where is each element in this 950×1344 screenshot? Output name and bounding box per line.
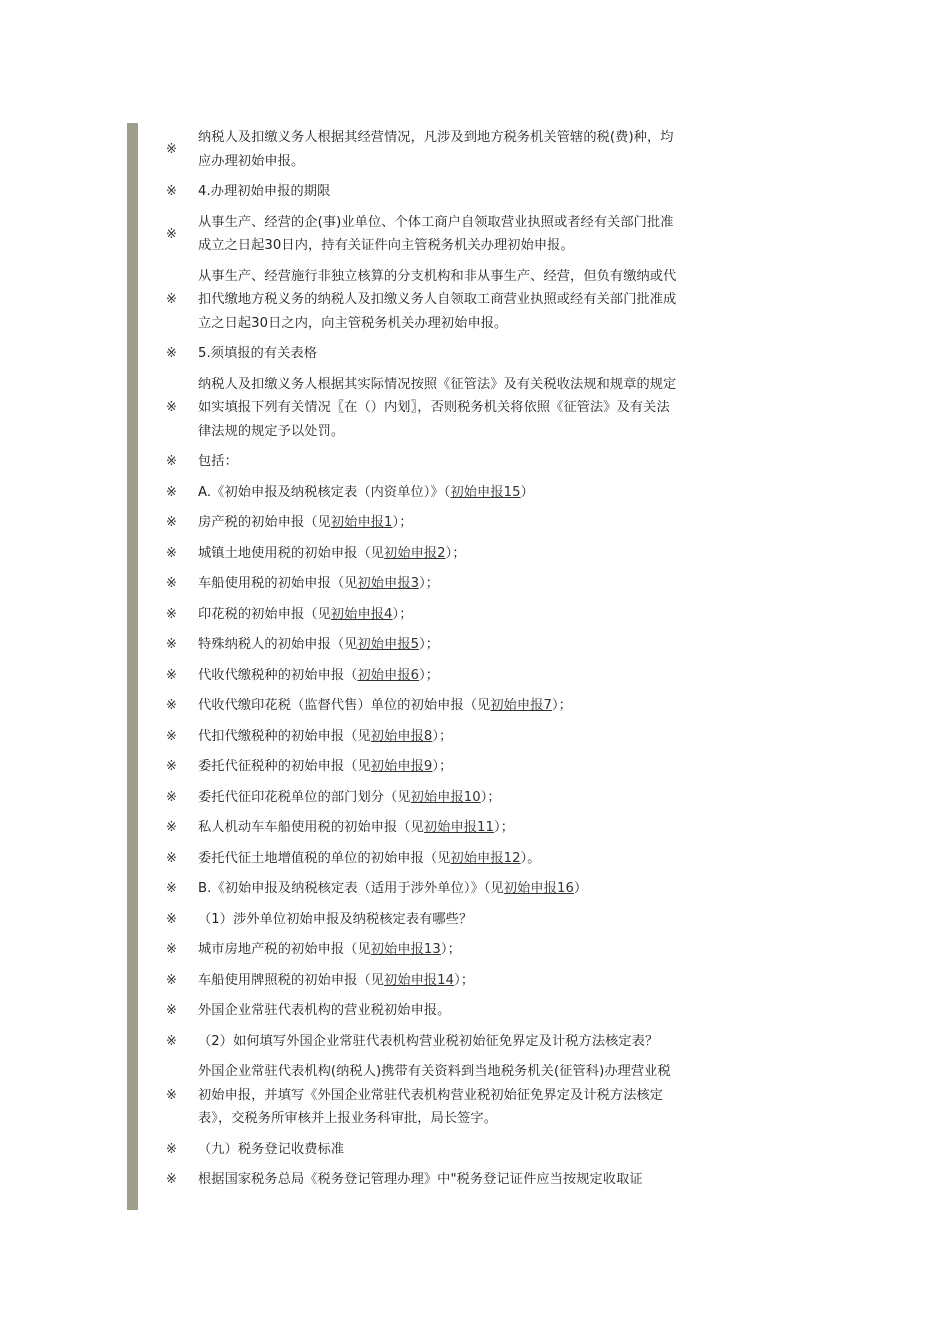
text-run: 外国企业常驻代表机构的营业税初始申报。 [198,1003,451,1018]
reference-link[interactable]: 初始申报6 [357,667,420,683]
reference-link[interactable]: 初始申报4 [330,606,393,622]
reference-mark: ※ [166,667,177,683]
paragraph-item [166,373,686,444]
reference-mark: ※ [166,226,177,242]
text-run: 代收代缴印花税（监督代售）单位的初始申报（见 [198,698,491,713]
text-run: 特殊纳税人的初始申报（见 [198,637,358,652]
paragraph-item [166,450,686,474]
paragraph-item [166,938,686,962]
reference-mark: ※ [166,789,177,805]
paragraph-text [198,969,678,993]
paragraph-item [166,847,686,871]
text-run: 5.须填报的有关表格 [198,346,318,361]
reference-mark: ※ [166,972,177,988]
reference-mark: ※ [166,545,177,561]
text-run: ） [520,484,534,500]
paragraph-text [198,938,678,962]
paragraph-text [198,847,678,871]
paragraph-text [198,373,678,444]
paragraph-text [198,180,678,204]
paragraph-item [166,877,686,901]
text-run: ）； [445,545,466,561]
paragraph-item [166,1060,686,1131]
reference-link[interactable]: 初始申报10 [410,789,481,805]
reference-mark: ※ [166,184,177,200]
paragraph-item [166,603,686,627]
paragraph-text [198,572,678,596]
paragraph-text [198,265,678,336]
paragraph-item [166,755,686,779]
reference-link[interactable]: 初始申报2 [384,545,446,561]
text-run: 根据国家税务总局《税务登记管理办理》中"税务登记证件应当按规定收取证 [198,1172,643,1187]
paragraph-item [166,211,686,258]
paragraph-item [166,1030,686,1054]
text-run: 城市房地产税的初始申报（见 [198,942,371,957]
text-run: ）； [392,515,413,530]
paragraph-item [166,816,686,840]
paragraph-text [198,755,678,779]
reference-mark: ※ [166,346,177,362]
paragraph-text [198,633,678,657]
text-run: 从事生产、经营的企(事)业单位、个体工商户自领取营业执照或者经有关部门批准成立之日起30日内，持有关证件向主管税务机关办理初始申报。 [198,214,674,253]
text-run: B.《初始申报及纳税核定表（适用于涉外单位）》（见 [198,881,504,896]
paragraph-item [166,908,686,932]
text-run: ）； [551,698,572,713]
reference-link[interactable]: 初始申报7 [490,698,552,713]
reference-mark: ※ [166,637,177,653]
reference-link[interactable]: 初始申报16 [503,881,574,896]
text-run: 车船使用牌照税的初始申报（见 [198,972,385,988]
text-run: 车船使用税的初始申报（见 [198,576,358,591]
paragraph-item [166,542,686,566]
paragraph-text [198,1138,678,1162]
paragraph-item [166,725,686,749]
reference-mark: ※ [166,728,177,744]
reference-mark: ※ [166,820,177,836]
text-run: 城镇土地使用税的初始申报（见 [198,545,385,561]
text-run: ） [574,881,588,896]
paragraph-item [166,969,686,993]
paragraph-text [198,1060,678,1131]
reference-mark: ※ [166,606,177,622]
paragraph-text [198,1168,678,1192]
reference-mark: ※ [166,911,177,927]
text-run: ）； [480,789,501,805]
reference-mark: ※ [166,515,177,531]
paragraph-text [198,450,678,474]
paragraph-text [198,725,678,749]
paragraph-item [166,265,686,336]
reference-mark: ※ [166,942,177,958]
paragraph-text [198,816,678,840]
text-run: 委托代征税种的初始申报（见 [198,759,371,774]
text-run: 纳税人及扣缴义务人根据其经营情况，凡涉及到地方税务机关管辖的税(费)种，均应办理初始申报。 [198,130,674,169]
text-run: （1）涉外单位初始申报及纳税核定表有哪些？ [198,911,473,927]
reference-mark: ※ [166,454,177,470]
text-run: ）； [432,759,453,774]
paragraph-item [166,664,686,688]
paragraph-text [198,664,678,688]
paragraph-item [166,999,686,1023]
paragraph-item [166,511,686,535]
left-margin-bar [127,123,138,1210]
reference-link[interactable]: 初始申报13 [370,942,441,957]
paragraph-text [198,1030,678,1054]
paragraph-item [166,126,686,173]
paragraph-text [198,999,678,1023]
reference-mark: ※ [166,576,177,592]
text-run: ）； [419,667,440,683]
text-run: 外国企业常驻代表机构(纳税人)携带有关资料到当地税务机关(征管科)办理营业税初始申报，并填写《外国企业常驻代表机构营业税初始征免界定及计税方法核定表》，交税务所审核并上报业务科审批，局长签字。 [198,1064,671,1126]
document-body [166,126,686,1199]
paragraph-text [198,786,678,810]
reference-mark: ※ [166,1087,177,1103]
text-run: 代收代缴税种的初始申报（ [198,667,358,683]
text-run: 代扣代缴税种的初始申报（见 [198,728,371,744]
text-run: ）； [454,972,475,988]
reference-link[interactable]: 初始申报1 [330,515,393,530]
paragraph-item [166,572,686,596]
text-run: （九）税务登记收费标准 [198,1141,345,1157]
paragraph-text [198,511,678,535]
reference-link[interactable]: 初始申报11 [423,820,495,835]
text-run: ）； [440,942,461,957]
text-run: （2）如何填写外国企业常驻代表机构营业税初始征免界定及计税方法核定表？ [198,1033,659,1049]
reference-mark: ※ [166,1003,177,1019]
reference-mark: ※ [166,400,177,416]
text-run: A.《初始申报及纳税核定表（内资单位）》（ [198,484,451,500]
text-run: 委托代征土地增值税的单位的初始申报（见 [198,850,451,866]
reference-link[interactable]: 初始申报5 [357,637,420,652]
text-run: 私人机动车车船使用税的初始申报（见 [198,820,424,835]
reference-link[interactable]: 初始申报12 [450,850,521,866]
reference-mark: ※ [166,698,177,714]
paragraph-text [198,126,678,173]
text-run: ）； [419,576,440,591]
paragraph-item [166,481,686,505]
text-run: ）； [419,637,440,652]
text-run: ）； [432,728,453,744]
text-run: ）； [392,606,413,622]
text-run: ）； [494,820,515,835]
paragraph-item [166,694,686,718]
reference-mark: ※ [166,1172,177,1188]
paragraph-item [166,1138,686,1162]
reference-link[interactable]: 初始申报15 [450,484,521,500]
paragraph-item [166,633,686,657]
reference-link[interactable]: 初始申报14 [384,972,455,988]
reference-mark: ※ [166,881,177,897]
text-run: 委托代征印花税单位的部门划分（见 [198,789,411,805]
text-run: ）。 [520,850,541,866]
paragraph-text [198,603,678,627]
text-run: 4.办理初始申报的期限 [198,184,331,199]
reference-link[interactable]: 初始申报8 [370,728,433,744]
paragraph-text [198,211,678,258]
paragraph-text [198,694,678,718]
reference-mark: ※ [166,1033,177,1049]
text-run: 纳税人及扣缴义务人根据其实际情况按照《征管法》及有关税收法规和规章的规定如实填报下列有关情况〖在（）内划〗，否则税务机关将依照《征管法》及有关法律法规的规定予以处罚。 [198,376,677,439]
reference-mark: ※ [166,292,177,308]
paragraph-item [166,342,686,366]
paragraph-item [166,180,686,204]
paragraph-item [166,786,686,810]
reference-mark: ※ [166,1141,177,1157]
text-run: 从事生产、经营施行非独立核算的分支机构和非从事生产、经营，但负有缴纳或代扣代缴地方税义务的纳税人及扣缴义务人自领取工商营业执照或经有关部门批准成立之日起30日之内，向主管税务机关办理初始申报。 [198,268,677,331]
paragraph-text [198,481,678,505]
paragraph-text [198,342,678,366]
paragraph-text [198,908,678,932]
reference-mark: ※ [166,142,177,157]
text-run: 印花税的初始申报（见 [198,606,331,622]
paragraph-text [198,877,678,901]
paragraph-item [166,1168,686,1192]
reference-link[interactable]: 初始申报9 [370,759,433,774]
reference-link[interactable]: 初始申报3 [357,576,420,591]
text-run: 包括： [198,454,238,469]
reference-mark: ※ [166,850,177,866]
reference-mark: ※ [166,484,177,500]
paragraph-text [198,542,678,566]
reference-mark: ※ [166,759,177,775]
text-run: 房产税的初始申报（见 [198,515,331,530]
